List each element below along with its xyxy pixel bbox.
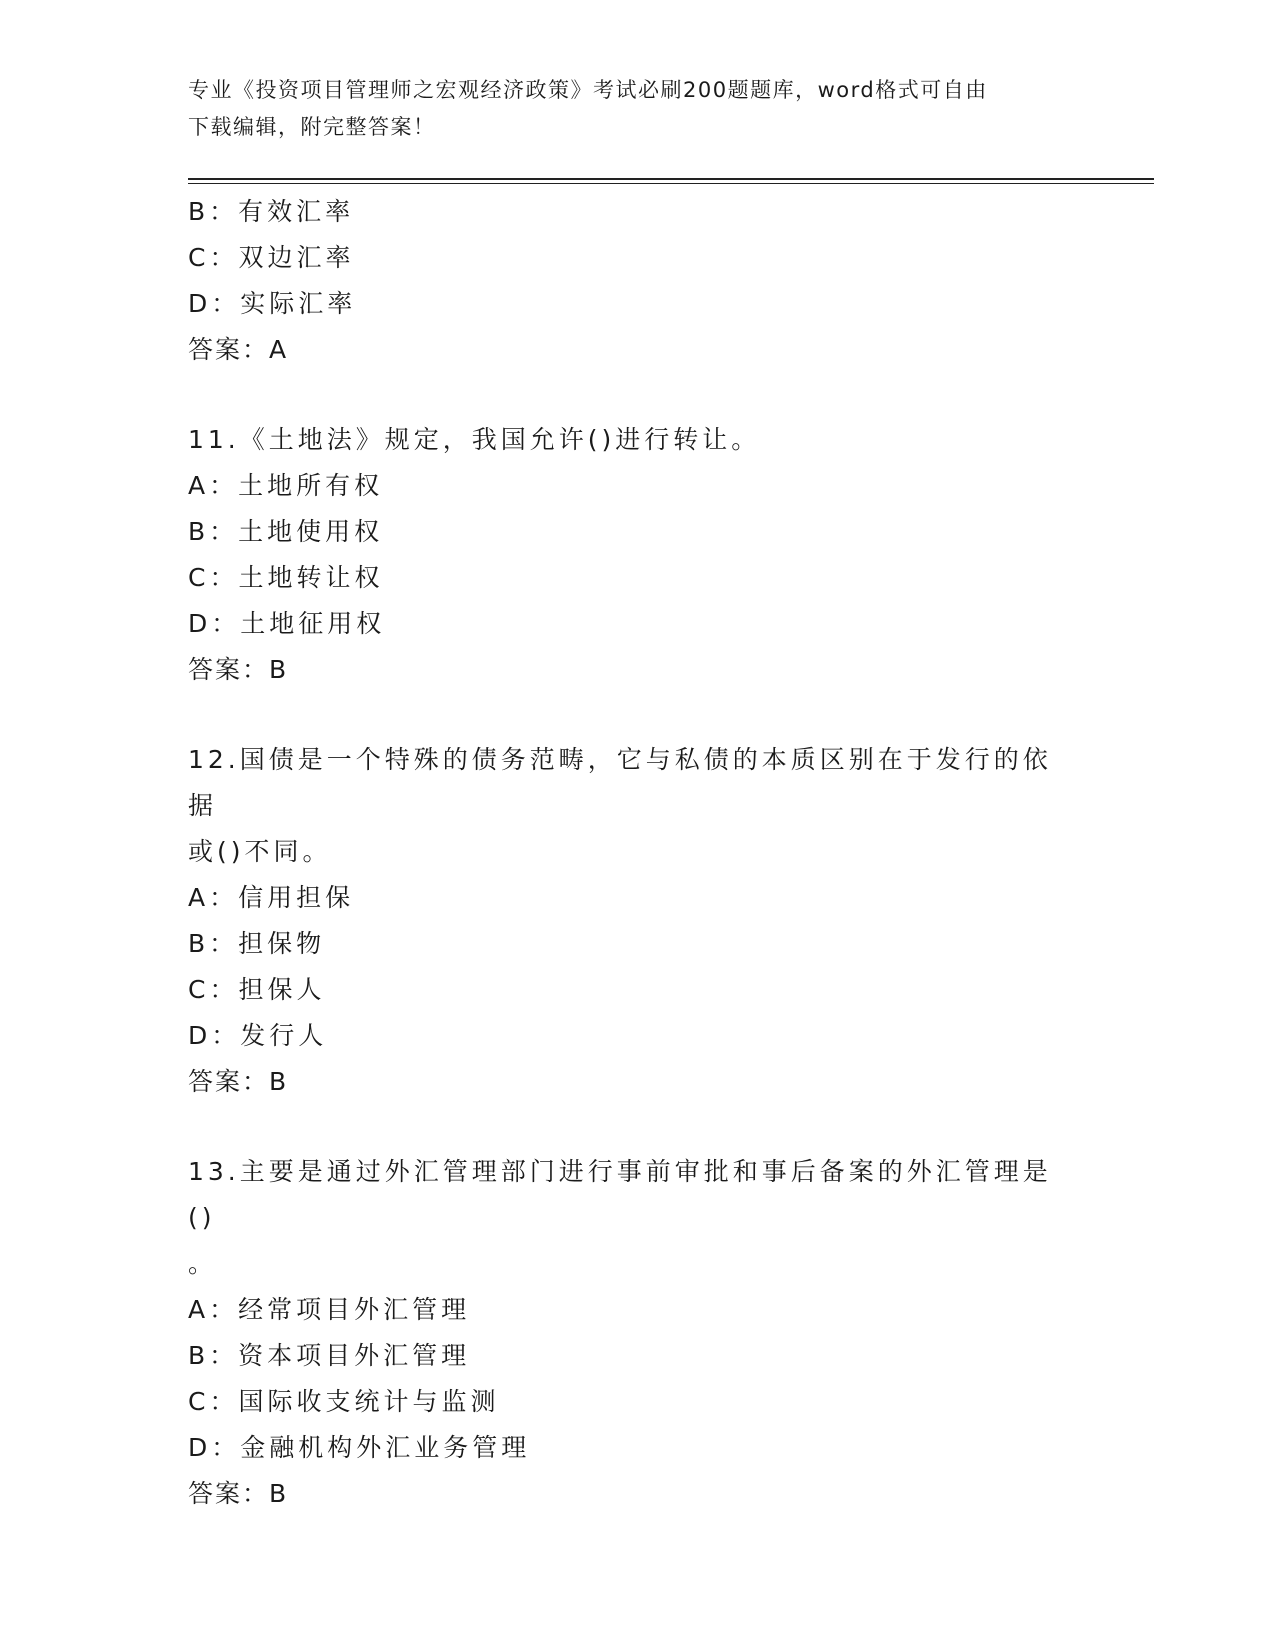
answer-line: 答案：B	[188, 1479, 289, 1508]
option-b: B：有效汇率	[188, 197, 355, 226]
option-d: D：金融机构外汇业务管理	[188, 1433, 531, 1462]
header-divider-thick	[188, 178, 1154, 180]
option-d: D：实际汇率	[188, 289, 357, 318]
option-c: C：担保人	[188, 975, 326, 1004]
question-block-11	[188, 417, 1088, 693]
option-b: B：资本项目外汇管理	[188, 1341, 471, 1370]
option-d: D：土地征用权	[188, 609, 386, 638]
option-b: B：担保物	[188, 929, 326, 958]
question-block-carryover	[188, 189, 1088, 373]
question-stem-line: 13.主要是通过外汇管理部门进行事前审批和事后备案的外汇管理是()	[188, 1157, 1052, 1232]
answer-line: 答案：B	[188, 1067, 289, 1096]
answer-line: 答案：B	[188, 655, 289, 684]
option-b: B：土地使用权	[188, 517, 384, 546]
option-a: A：经常项目外汇管理	[188, 1295, 471, 1324]
option-a: A：信用担保	[188, 883, 355, 912]
option-c: C：双边汇率	[188, 243, 355, 272]
header-line-2: 下载编辑，附完整答案！	[188, 115, 436, 139]
question-stem	[188, 737, 1068, 875]
option-c: C：土地转让权	[188, 563, 384, 592]
option-c: C：国际收支统计与监测	[188, 1387, 500, 1416]
header-line-1: 专业《投资项目管理师之宏观经济政策》考试必刷200题题库，word格式可自由	[188, 78, 988, 102]
spacer	[188, 693, 1088, 737]
question-stem	[188, 417, 1068, 463]
question-stem-line: 11.《土地法》规定，我国允许()进行转让。	[188, 425, 761, 454]
option-d: D：发行人	[188, 1021, 328, 1050]
option-a: A：土地所有权	[188, 471, 384, 500]
question-block-12	[188, 737, 1088, 1105]
question-block-13	[188, 1149, 1088, 1517]
document-header	[188, 72, 1068, 146]
answer-line: 答案：A	[188, 335, 289, 364]
question-list	[188, 189, 1088, 1517]
question-stem	[188, 1149, 1068, 1287]
question-stem-line: 或()不同。	[188, 837, 332, 866]
question-stem-line: 。	[188, 1249, 218, 1278]
header-divider-thin	[188, 183, 1154, 184]
spacer	[188, 1105, 1088, 1149]
spacer	[188, 373, 1088, 417]
question-stem-line: 12.国债是一个特殊的债务范畴，它与私债的本质区别在于发行的依据	[188, 745, 1052, 820]
